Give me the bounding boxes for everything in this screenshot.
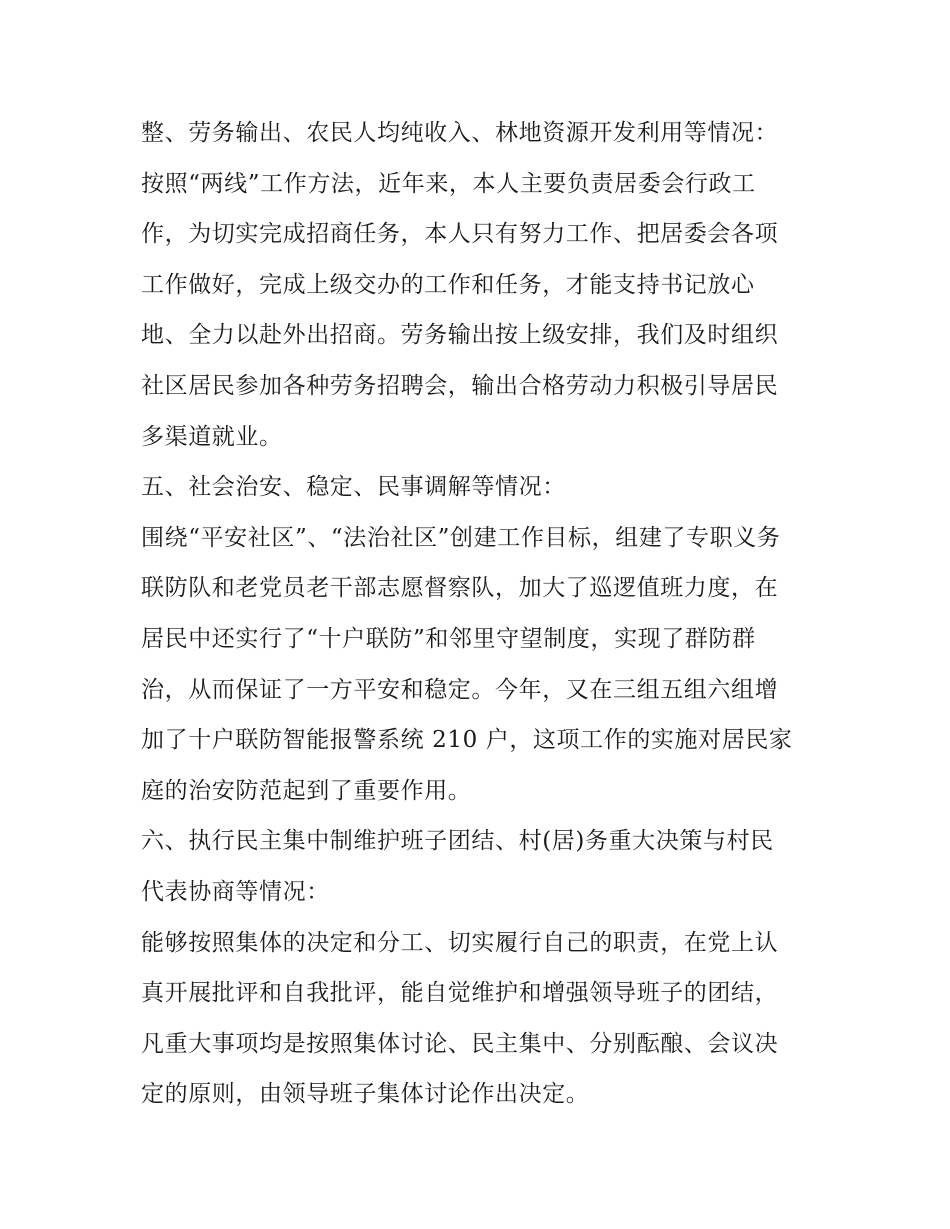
- text-line: 加了十户联防智能报警系统 210 户，这项工作的实施对居民家: [141, 727, 793, 754]
- section-heading: 五、社会治安、稳定、民事调解等情况：: [141, 474, 566, 501]
- text-line: 凡重大事项均是按照集体讨论、民主集中、分别酝酿、会议决: [141, 1030, 779, 1057]
- text-line: 定的原则，由领导班子集体讨论作出决定。: [141, 1081, 590, 1108]
- document-body: [141, 108, 821, 1120]
- text-line: 多渠道就业。: [141, 423, 283, 450]
- text-line: 能够按照集体的决定和分工、切实履行自己的职责，在党上认: [141, 929, 779, 956]
- text-line: 围绕“平安社区”、“法治社区”创建工作目标，组建了专职义务: [141, 524, 781, 551]
- text-line: 庭的治安防范起到了重要作用。: [141, 777, 472, 804]
- text-line: 地、全力以赴外出招商。劳务输出按上级安排，我们及时组织: [141, 322, 779, 349]
- text-line: 工作做好，完成上级交办的工作和任务，才能支持书记放心: [141, 271, 755, 298]
- text-line: 社区居民参加各种劳务招聘会，输出合格劳动力积极引导居民: [141, 372, 779, 399]
- text-line: 联防队和老党员老干部志愿督察队，加大了巡逻值班力度，在: [141, 575, 779, 602]
- text-line: 作，为切实完成招商任务，本人只有努力工作、把居委会各项: [141, 221, 779, 248]
- text-line: 真开展批评和自我批评，能自觉维护和增强领导班子的团结，: [141, 980, 779, 1007]
- text-line: 居民中还实行了“十户联防”和邻里守望制度，实现了群防群: [141, 625, 756, 652]
- text-line: 整、劳务输出、农民人均纯收入、林地资源开发利用等情况：: [141, 120, 779, 146]
- text-line: 治，从而保证了一方平安和稳定。今年，又在三组五组六组增: [141, 676, 779, 703]
- text-line: 按照“两线”工作方法，近年来，本人主要负责居委会行政工: [141, 170, 756, 197]
- section-heading: 代表协商等情况：: [141, 878, 330, 905]
- section-heading: 六、执行民主集中制维护班子团结、村(居)务重大决策与村民: [141, 828, 774, 855]
